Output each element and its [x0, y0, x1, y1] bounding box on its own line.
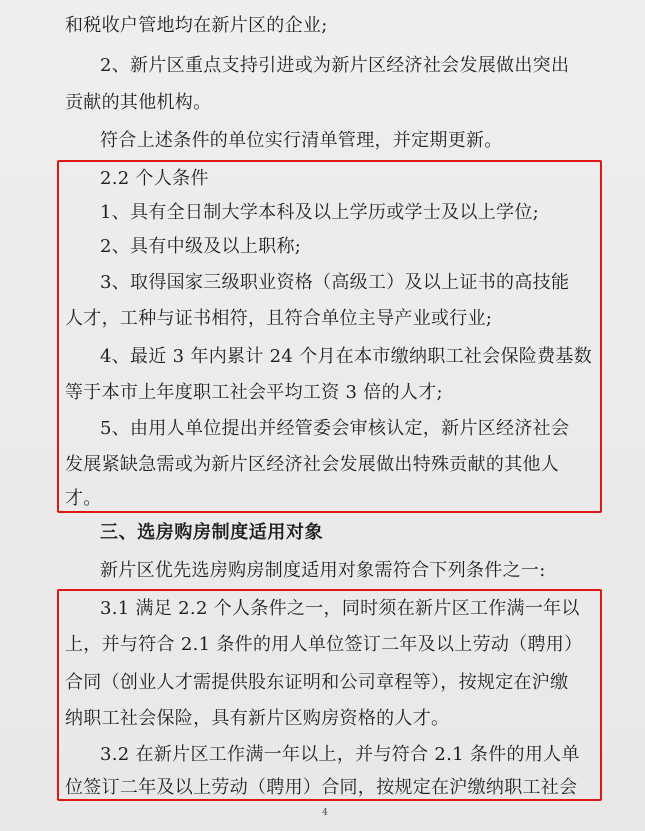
text-line: 符合上述条件的单位实行清单管理，并定期更新。	[100, 130, 503, 151]
text-line: 2、具有中级及以上职称;	[100, 236, 302, 257]
text-line: 才。	[65, 488, 102, 509]
text-line: 纳职工社会保险，具有新片区购房资格的人才。	[65, 708, 450, 729]
text-line: 位签订二年及以上劳动（聘用）合同，按规定在沪缴纳职工社会	[65, 777, 578, 798]
text-line: 5、由用人单位提出并经管委会审核认定，新片区经济社会	[100, 418, 570, 439]
text-line: 贡献的其他机构。	[65, 92, 212, 113]
section-heading: 2.2 个人条件	[100, 168, 209, 189]
text-line: 3、取得国家三级职业资格（高级工）及以上证书的高技能	[100, 272, 570, 293]
text-line: 3.2 在新片区工作满一年以上，并与符合 2.1 条件的用人单	[100, 744, 580, 765]
text-line: 2、新片区重点支持引进或为新片区经济社会发展做出突出	[100, 55, 570, 76]
text-line: 发展紧缺急需或为新片区经济社会发展做出特殊贡献的其他人	[65, 454, 560, 475]
text-line: 1、具有全日制大学本科及以上学历或学士及以上学位;	[100, 202, 540, 223]
text-line: 新片区优先选房购房制度适用对象需符合下列条件之一:	[100, 560, 546, 581]
text-line: 上，并与符合 2.1 条件的用人单位签订二年及以上劳动（聘用）	[65, 634, 583, 655]
text-line: 和税收户管地均在新片区的企业;	[65, 15, 328, 36]
page-number: 4	[322, 808, 328, 818]
text-line: 合同（创业人才需提供股东证明和公司章程等），按规定在沪缴	[65, 672, 569, 693]
section-heading: 三、选房购房制度适用对象	[100, 522, 324, 543]
text-line: 4、最近 3 年内累计 24 个月在本市缴纳职工社会保险费基数	[100, 346, 592, 367]
text-line: 人才，工种与证书相符，且符合单位主导产业或行业;	[65, 308, 493, 329]
text-line: 3.1 满足 2.2 个人条件之一，同时须在新片区工作满一年以	[100, 598, 580, 619]
text-line: 等于本市上年度职工社会平均工资 3 倍的人才;	[65, 382, 443, 403]
highlight-box-housing-eligibility	[57, 589, 602, 801]
